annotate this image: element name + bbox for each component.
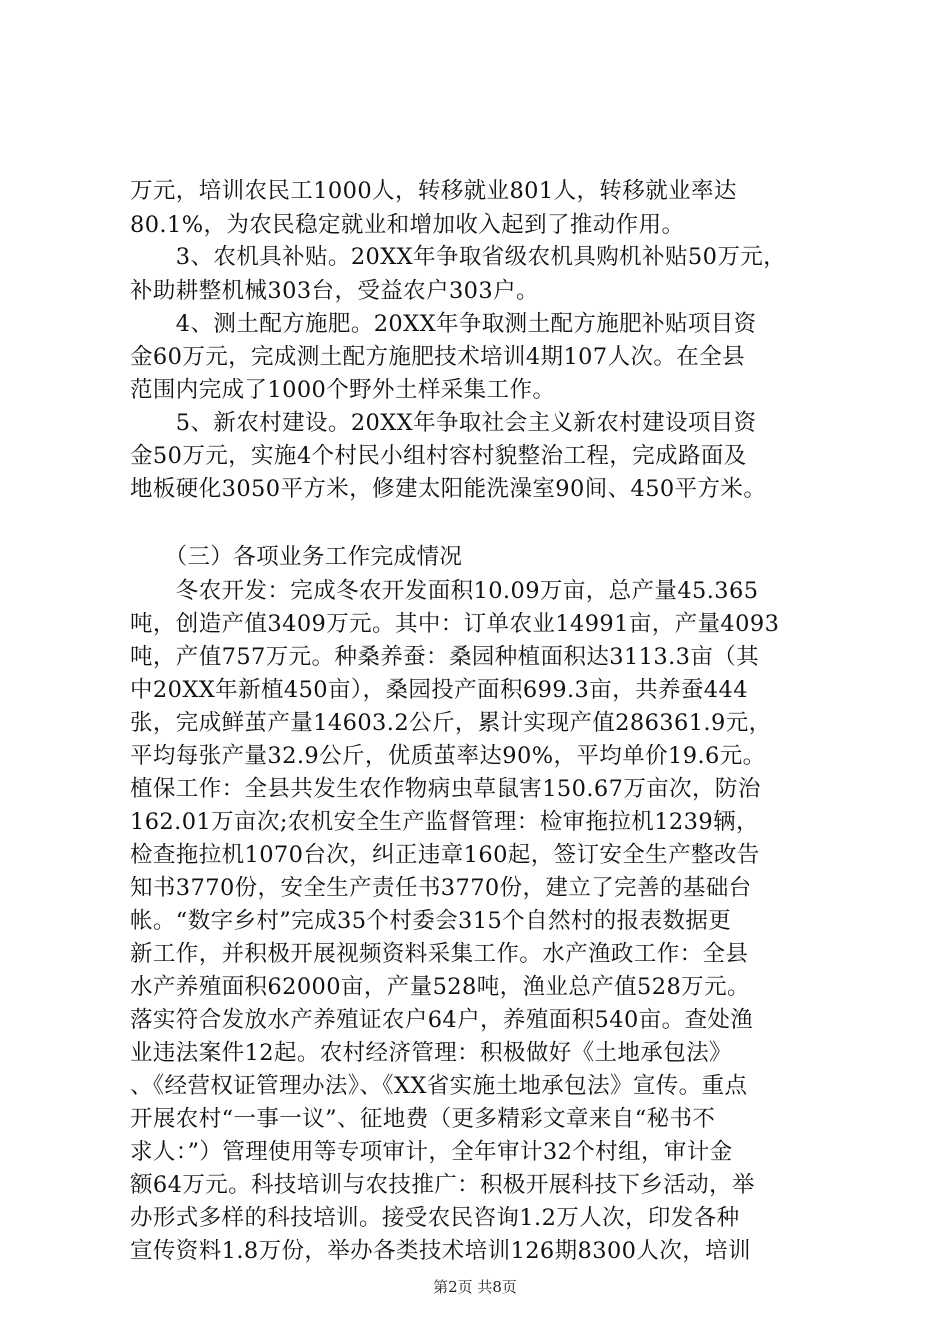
body-text-line: 万元，培训农民工1000人，转移就业801人，转移就业率达 bbox=[130, 178, 737, 204]
body-text-line: 吨，产值757万元。种桑养蚕：桑园种植面积达3113.3亩（其 bbox=[130, 644, 760, 670]
body-text-line: 开展农村“一事一议”、征地费（更多精彩文章来自“秘书不 bbox=[130, 1106, 716, 1132]
body-text-line: 业违法案件12起。农村经济管理：积极做好《土地承包法》 bbox=[130, 1040, 732, 1066]
body-text-line: 3、农机具补贴。20XX年争取省级农机具购机补贴50万元， bbox=[130, 244, 787, 270]
body-text-line: 80.1%，为农民稳定就业和增加收入起到了推动作用。 bbox=[130, 212, 685, 238]
body-text-line: 地板硬化3050平方米，修建太阳能洗澡室90间、450平方米。 bbox=[130, 476, 767, 502]
body-text-line: 帐。“数字乡村”完成35个村委会315个自然村的报表数据更 bbox=[130, 908, 732, 934]
body-text-line: 植保工作：全县共发生农作物病虫草鼠害150.67万亩次，防治 bbox=[130, 776, 761, 802]
body-text-line: 中20XX年新植450亩），桑园投产面积699.3亩，共养蚕444 bbox=[130, 677, 748, 703]
body-text-line: 5、新农村建设。20XX年争取社会主义新农村建设项目资 bbox=[130, 410, 757, 436]
body-text-line: 金60万元，完成测土配方施肥技术培训4期107人次。在全县 bbox=[130, 344, 745, 370]
body-text-line: 落实符合发放水产养殖证农户64户，养殖面积540亩。查处渔 bbox=[130, 1007, 754, 1033]
body-text-line: 额64万元。科技培训与农技推广：积极开展科技下乡活动，举 bbox=[130, 1172, 755, 1198]
body-text-line: 张，完成鲜茧产量14603.2公斤，累计实现产值286361.9元， bbox=[130, 710, 772, 736]
page-number-footer: 第2页 共8页 bbox=[433, 1278, 517, 1296]
body-text-line: 范围内完成了1000个野外土样采集工作。 bbox=[130, 377, 556, 403]
body-text-line: 补助耕整机械303台，受益农户303户。 bbox=[130, 278, 539, 304]
body-text-line: 知书3770份，安全生产责任书3770份，建立了完善的基础台 bbox=[130, 875, 752, 901]
body-text-line: 办形式多样的科技培训。接受农民咨询1.2万人次，印发各种 bbox=[130, 1205, 740, 1231]
body-text-line: 162.01万亩次;农机安全生产监督管理：检审拖拉机1239辆， bbox=[130, 809, 759, 835]
body-text-line: 检查拖拉机1070台次，纠正违章160起，签订安全生产整改告 bbox=[130, 842, 760, 868]
body-text-line: 宣传资料1.8万份，举办各类技术培训126期8300人次，培训 bbox=[130, 1238, 751, 1264]
body-text-line: 冬农开发：完成冬农开发面积10.09万亩，总产量45.365 bbox=[130, 578, 759, 604]
body-text-line: 、《经营权证管理办法》、《XX省实施土地承包法》宣传。重点 bbox=[130, 1073, 748, 1099]
body-text-line: 4、测土配方施肥。20XX年争取测土配方施肥补贴项目资 bbox=[130, 311, 757, 337]
body-text-line: 求人：”）管理使用等专项审计，全年审计32个村组，审计金 bbox=[130, 1139, 733, 1165]
body-text-line: 平均每张产量32.9公斤，优质茧率达90%，平均单价19.6元。 bbox=[130, 743, 766, 769]
body-text-line: 吨，创造产值3409万元。其中：订单农业14991亩，产量4093 bbox=[130, 611, 780, 637]
body-text-line: 金50万元，实施4个村民小组村容村貌整治工程，完成路面及 bbox=[130, 443, 747, 469]
body-text-line: 新工作，并积极开展视频资料采集工作。水产渔政工作：全县 bbox=[130, 941, 749, 967]
body-text-line: 水产养殖面积62000亩，产量528吨，渔业总产值528万元。 bbox=[130, 974, 750, 1000]
section-heading: （三）各项业务工作完成情况 bbox=[130, 544, 463, 570]
